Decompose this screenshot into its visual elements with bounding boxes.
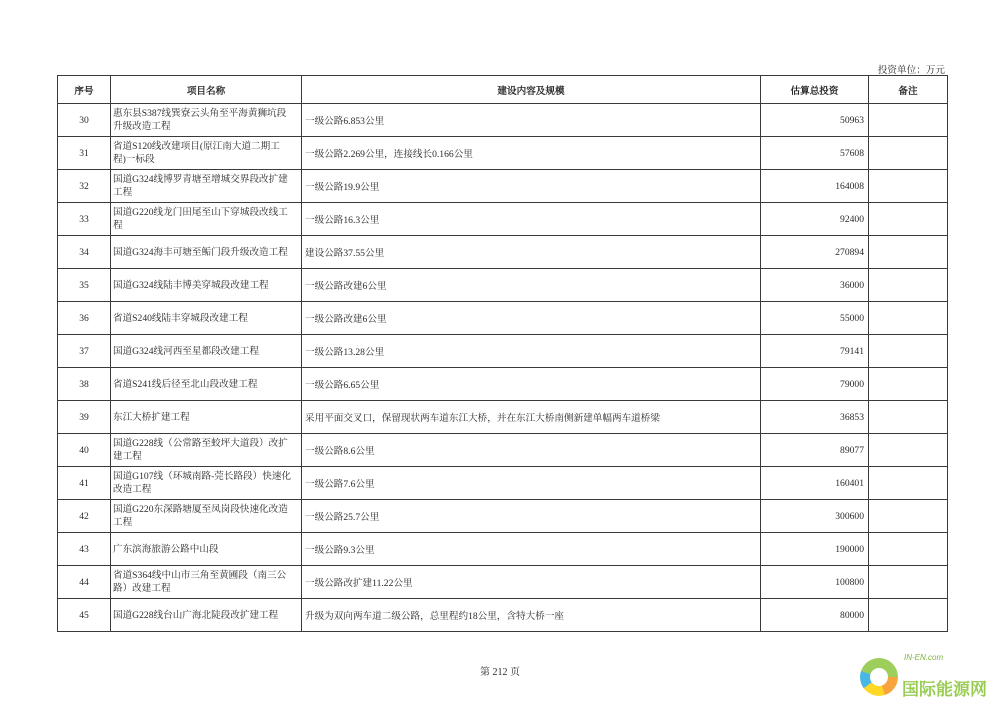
remark-cell [869, 599, 948, 632]
investment-unit-label: 投资单位：万元 [877, 65, 945, 76]
investment-cell: 79000 [761, 368, 869, 401]
row-number-cell: 39 [58, 401, 111, 434]
table-row [58, 170, 948, 203]
project-name-cell [111, 236, 302, 269]
construction-content-cell: 一级公路8.6公里 [302, 434, 761, 467]
remark-cell [869, 170, 948, 203]
row-number-cell: 38 [58, 368, 111, 401]
row-number-cell: 35 [58, 269, 111, 302]
remark-cell [869, 104, 948, 137]
table-header-row [58, 76, 948, 104]
project-name-cell [111, 104, 302, 137]
project-name-line: 国道G324线陆丰博美穿城段改建工程 [113, 279, 269, 291]
project-name-line: 省道S120线改建项目(原江南大道二期工 [113, 141, 280, 152]
remark-cell [869, 500, 948, 533]
construction-content-cell: 一级公路13.28公里 [302, 335, 761, 368]
project-name-cell [111, 137, 302, 170]
remark-cell [869, 533, 948, 566]
investment-cell: 270894 [761, 236, 869, 269]
table-row [58, 335, 948, 368]
construction-content-cell: 一级公路7.6公里 [302, 467, 761, 500]
table-row [58, 203, 948, 236]
project-name-line: 省道S240线陆丰穿城段改建工程 [113, 312, 248, 324]
project-name-line: 广东滨海旅游公路中山段 [113, 543, 219, 555]
project-name-line: 国道G107线（环城南路-莞长路段）快速化 [113, 471, 292, 482]
project-name-line: 建工程 [113, 451, 142, 462]
row-number-cell: 32 [58, 170, 111, 203]
project-name-cell [111, 368, 302, 401]
remark-cell [869, 335, 948, 368]
project-name-line: 国道G228线台山广海北陡段改扩建工程 [113, 609, 279, 621]
project-name-cell [111, 203, 302, 236]
project-name-line: 国道G324线博罗青塘至增城交界段改扩建 [113, 174, 288, 185]
investment-cell: 89077 [761, 434, 869, 467]
project-name-line: 东江大桥扩建工程 [113, 411, 190, 423]
project-name-line: 国道G324海丰可塘至鲘门段升级改造工程 [113, 246, 288, 258]
remark-cell [869, 401, 948, 434]
construction-content-cell: 一级公路16.3公里 [302, 203, 761, 236]
project-name-cell [111, 170, 302, 203]
remark-cell [869, 566, 948, 599]
project-name-line: 程)一标段 [113, 154, 155, 165]
project-name-line: 路）改建工程 [113, 583, 171, 594]
table-row [58, 137, 948, 170]
header-remark: 备注 [869, 76, 948, 104]
project-name-line: 工程 [113, 187, 133, 198]
table-row [58, 533, 948, 566]
row-number-cell: 42 [58, 500, 111, 533]
table-row [58, 500, 948, 533]
table-row [58, 269, 948, 302]
construction-content-cell: 建设公路37.55公里 [302, 236, 761, 269]
construction-content-cell: 一级公路19.9公里 [302, 170, 761, 203]
project-name-line: 国道G324线河西至星都段改建工程 [113, 345, 260, 357]
project-name-cell [111, 401, 302, 434]
table-row [58, 104, 948, 137]
remark-cell [869, 302, 948, 335]
sunflower-logo-icon [860, 658, 898, 696]
row-number-cell: 43 [58, 533, 111, 566]
table-row [58, 566, 948, 599]
watermark-name: 国际能源网 [902, 680, 987, 700]
remark-cell [869, 434, 948, 467]
construction-content-cell: 一级公路9.3公里 [302, 533, 761, 566]
table-row [58, 368, 948, 401]
construction-content-cell: 升级为双向两车道二级公路，总里程约18公里，含特大桥一座 [302, 599, 761, 632]
row-number-cell: 36 [58, 302, 111, 335]
project-name-line: 改造工程 [113, 484, 152, 495]
table-row [58, 401, 948, 434]
investment-cell: 50963 [761, 104, 869, 137]
project-name-cell [111, 467, 302, 500]
investment-cell: 79141 [761, 335, 869, 368]
project-name-line: 工程 [113, 517, 133, 528]
investment-cell: 300600 [761, 500, 869, 533]
project-name-cell [111, 599, 302, 632]
table-row [58, 467, 948, 500]
project-name-cell [111, 302, 302, 335]
investment-cell: 55000 [761, 302, 869, 335]
project-name-line: 升级改造工程 [113, 121, 171, 132]
construction-content-cell: 一级公路2.269公里，连接线长0.166公里 [302, 137, 761, 170]
remark-cell [869, 236, 948, 269]
watermark-logo [858, 650, 998, 702]
table-row [58, 599, 948, 632]
project-table [57, 75, 948, 632]
row-number-cell: 44 [58, 566, 111, 599]
header-estimated-investment: 估算总投资 [761, 76, 869, 104]
investment-cell: 36853 [761, 401, 869, 434]
construction-content-cell: 一级公路25.7公里 [302, 500, 761, 533]
remark-cell [869, 137, 948, 170]
project-name-cell [111, 335, 302, 368]
row-number-cell: 34 [58, 236, 111, 269]
project-name-line: 省道S241线后径至北山段改建工程 [113, 378, 258, 390]
watermark-site: IN-EN.com [904, 653, 944, 662]
project-name-line: 程 [113, 220, 123, 231]
table-row [58, 302, 948, 335]
project-name-line: 国道G220线龙门田尾至山下穿城段改线工 [113, 207, 288, 218]
row-number-cell: 45 [58, 599, 111, 632]
construction-content-cell: 一级公路改建6公里 [302, 302, 761, 335]
project-name-line: 省道S364线中山市三角至黄圃段（南三公 [113, 570, 287, 581]
remark-cell [869, 269, 948, 302]
investment-cell: 80000 [761, 599, 869, 632]
construction-content-cell: 采用平面交叉口，保留现状两车道东江大桥，并在东江大桥南侧新建单幅两车道桥梁 [302, 401, 761, 434]
project-name-line: 国道G228线（公常路至蛟坪大道段）改扩 [113, 438, 288, 449]
project-name-cell [111, 269, 302, 302]
investment-cell: 160401 [761, 467, 869, 500]
table-row [58, 236, 948, 269]
header-project-name: 项目名称 [111, 76, 302, 104]
project-name-cell [111, 566, 302, 599]
project-name-cell [111, 533, 302, 566]
construction-content-cell: 一级公路改建6公里 [302, 269, 761, 302]
investment-cell: 92400 [761, 203, 869, 236]
row-number-cell: 30 [58, 104, 111, 137]
row-number-cell: 31 [58, 137, 111, 170]
project-name-cell [111, 434, 302, 467]
row-number-cell: 41 [58, 467, 111, 500]
remark-cell [869, 203, 948, 236]
investment-cell: 190000 [761, 533, 869, 566]
investment-cell: 100800 [761, 566, 869, 599]
investment-cell: 57608 [761, 137, 869, 170]
investment-cell: 164008 [761, 170, 869, 203]
remark-cell [869, 467, 948, 500]
construction-content-cell: 一级公路6.65公里 [302, 368, 761, 401]
header-construction-content: 建设内容及规模 [302, 76, 761, 104]
construction-content-cell: 一级公路改扩建11.22公里 [302, 566, 761, 599]
row-number-cell: 33 [58, 203, 111, 236]
table-row [58, 434, 948, 467]
row-number-cell: 40 [58, 434, 111, 467]
remark-cell [869, 368, 948, 401]
project-name-line: 国道G220东深路塘厦至凤岗段快速化改造 [113, 504, 288, 515]
table-body [58, 104, 948, 632]
page-number: 第 212 页 [480, 667, 520, 678]
construction-content-cell: 一级公路6.853公里 [302, 104, 761, 137]
project-name-cell [111, 500, 302, 533]
investment-cell: 36000 [761, 269, 869, 302]
header-no: 序号 [58, 76, 111, 104]
project-name-line: 惠东县S387线巽寮云头角至平海黄狮坑段 [113, 108, 287, 119]
row-number-cell: 37 [58, 335, 111, 368]
